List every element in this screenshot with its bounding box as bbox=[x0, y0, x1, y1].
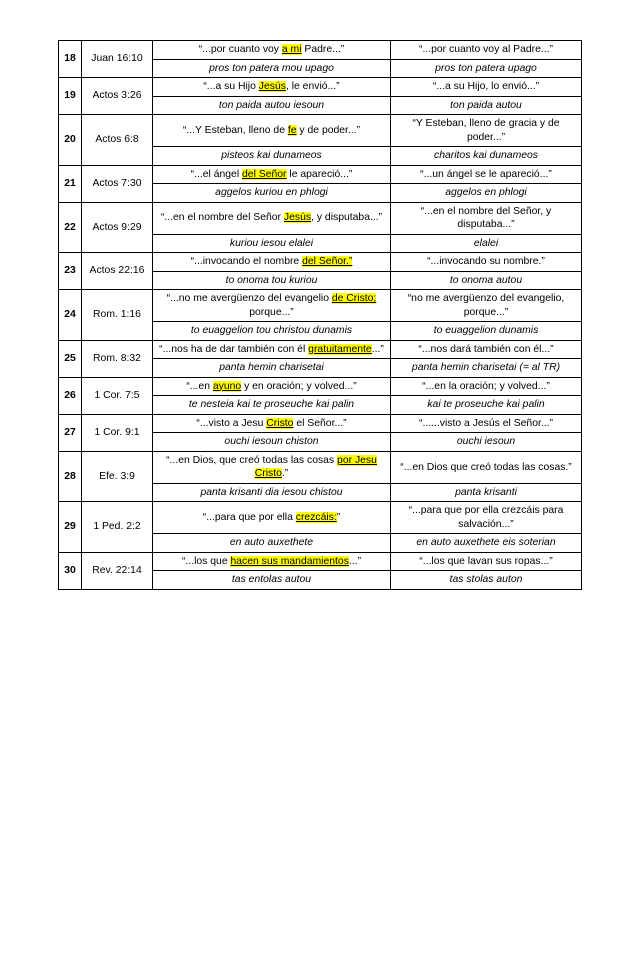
text-segment: “......visto a Jesús el Señor...” bbox=[419, 417, 553, 429]
spanish-text-alternate bbox=[391, 377, 582, 396]
spanish-text-highlighted bbox=[153, 41, 391, 60]
highlighted-text: Jesús bbox=[258, 81, 286, 93]
text-segment: “...visto a Jesu bbox=[196, 417, 267, 429]
highlighted-text: del Señor bbox=[242, 168, 287, 180]
highlighted-text: Jesús bbox=[283, 212, 312, 224]
table-row bbox=[59, 377, 582, 396]
table-row bbox=[59, 290, 582, 322]
text-segment: “...a su Hijo, lo envió...” bbox=[432, 81, 540, 93]
text-segment: “...nos ha de dar también con él bbox=[159, 343, 309, 355]
table-row bbox=[59, 253, 582, 272]
row-number: 24 bbox=[59, 290, 82, 341]
greek-text-critical: aggelos en phlogi bbox=[391, 184, 582, 203]
verse-reference: Actos 6:8 bbox=[82, 115, 153, 166]
highlighted-text: por Jesu Cristo bbox=[254, 454, 377, 480]
spanish-text-highlighted bbox=[153, 414, 391, 433]
greek-text-critical: panta hemin charisetai (= al TR) bbox=[391, 359, 582, 378]
greek-text-critical: to euaggelion dunamis bbox=[391, 322, 582, 341]
row-number: 26 bbox=[59, 377, 82, 414]
spanish-text-alternate bbox=[391, 290, 582, 322]
greek-text-critical: en auto auxethete eis soterian bbox=[391, 534, 582, 553]
text-segment: le apareció...” bbox=[286, 168, 353, 180]
text-segment: “Y Esteban, lleno de gracia y de poder...” bbox=[412, 118, 560, 143]
highlighted-text: gratuitamente bbox=[308, 343, 372, 355]
greek-text-received: pros ton patera mou upago bbox=[153, 59, 391, 78]
greek-text-critical: ouchi iesoun bbox=[391, 433, 582, 452]
text-segment: “...en la oración; y volved...” bbox=[422, 380, 550, 392]
text-segment: “...en el nombre del Señor, y disputaba...” bbox=[420, 205, 552, 231]
spanish-text-highlighted bbox=[153, 377, 391, 396]
spanish-text-highlighted bbox=[153, 502, 391, 534]
text-segment: “...por cuanto voy bbox=[198, 44, 282, 55]
highlighted-text: del Señor.” bbox=[302, 256, 353, 268]
verse-reference: Actos 9:29 bbox=[82, 202, 153, 253]
highlighted-text: fe bbox=[287, 124, 297, 136]
table-row bbox=[59, 414, 582, 433]
spanish-text-highlighted bbox=[153, 290, 391, 322]
greek-text-received: tas entolas autou bbox=[153, 571, 391, 590]
spanish-text-highlighted bbox=[153, 202, 391, 234]
spanish-text-highlighted bbox=[153, 552, 391, 571]
text-segment: “...Y Esteban, lleno de bbox=[182, 124, 288, 136]
row-number: 28 bbox=[59, 451, 82, 502]
row-number: 21 bbox=[59, 165, 82, 202]
text-segment: “...invocando su nombre.” bbox=[427, 256, 545, 268]
text-segment: “...para que por ella bbox=[202, 512, 296, 524]
text-segment: “...un ángel se le apareció...” bbox=[420, 168, 552, 180]
spanish-text-alternate bbox=[391, 253, 582, 272]
greek-text-received: te nesteia kai te proseuche kai palin bbox=[153, 396, 391, 415]
table-row bbox=[59, 165, 582, 184]
row-number: 29 bbox=[59, 502, 82, 553]
text-segment: , le envió...” bbox=[285, 81, 340, 93]
highlighted-text: de Cristo; bbox=[331, 293, 377, 305]
greek-text-received: to euaggelion tou christou dunamis bbox=[153, 322, 391, 341]
table-row bbox=[59, 552, 582, 571]
spanish-text-highlighted bbox=[153, 340, 391, 359]
text-segment: “...no me avergüenzo del evangelio bbox=[166, 293, 332, 305]
spanish-text-highlighted bbox=[153, 165, 391, 184]
verse-reference: Actos 7:30 bbox=[82, 165, 153, 202]
greek-text-received: en auto auxethete bbox=[153, 534, 391, 553]
verse-reference: Actos 3:26 bbox=[82, 78, 153, 115]
greek-text-critical: ton paida autou bbox=[391, 96, 582, 115]
greek-text-received: pisteos kai dunameos bbox=[153, 147, 391, 166]
table-row bbox=[59, 202, 582, 234]
verse-reference: 1 Cor. 9:1 bbox=[82, 414, 153, 451]
text-segment: ...” bbox=[348, 555, 362, 567]
row-number: 18 bbox=[59, 41, 82, 78]
text-segment: “...los que bbox=[181, 555, 231, 567]
text-segment: .” bbox=[281, 468, 289, 480]
comparison-table bbox=[58, 40, 582, 590]
spanish-text-highlighted bbox=[153, 253, 391, 272]
spanish-text-highlighted bbox=[153, 78, 391, 97]
highlighted-text: a mi bbox=[281, 44, 302, 55]
table-row bbox=[59, 78, 582, 97]
text-segment: “...invocando el nombre bbox=[190, 256, 303, 268]
row-number: 23 bbox=[59, 253, 82, 290]
greek-text-critical: elalei bbox=[391, 234, 582, 253]
highlighted-text: hacen sus mandamientos bbox=[230, 555, 349, 567]
greek-text-received: ton paida autou iesoun bbox=[153, 96, 391, 115]
greek-text-received: to onoma tou kuriou bbox=[153, 271, 391, 290]
text-segment: y en oración; y volved...” bbox=[241, 380, 357, 392]
greek-text-critical: panta krisanti bbox=[391, 483, 582, 502]
verse-reference: Actos 22:16 bbox=[82, 253, 153, 290]
table-row bbox=[59, 502, 582, 534]
text-segment: “...en el nombre del Señor bbox=[160, 212, 284, 224]
row-number: 30 bbox=[59, 552, 82, 589]
spanish-text-alternate bbox=[391, 451, 582, 483]
greek-text-received: kuriou iesou elalei bbox=[153, 234, 391, 253]
verse-reference: Rev. 22:14 bbox=[82, 552, 153, 589]
spanish-text-alternate bbox=[391, 165, 582, 184]
greek-text-critical: kai te proseuche kai palin bbox=[391, 396, 582, 415]
row-number: 19 bbox=[59, 78, 82, 115]
text-segment: “no me avergüenzo del evangelio, porque...” bbox=[407, 293, 565, 318]
row-number: 27 bbox=[59, 414, 82, 451]
text-segment: “...a su Hijo bbox=[203, 81, 259, 93]
text-segment: el Señor...” bbox=[293, 417, 347, 429]
text-segment: , y disputaba...” bbox=[311, 212, 383, 224]
table-row bbox=[59, 451, 582, 483]
greek-text-critical: charitos kai dunameos bbox=[391, 147, 582, 166]
spanish-text-alternate bbox=[391, 78, 582, 97]
highlighted-text: ayuno bbox=[212, 380, 242, 392]
greek-text-critical: pros ton patera upago bbox=[391, 59, 582, 78]
text-segment: y de poder...” bbox=[296, 124, 361, 136]
verse-reference: 1 Ped. 2:2 bbox=[82, 502, 153, 553]
greek-text-received: aggelos kuriou en phlogi bbox=[153, 184, 391, 203]
row-number: 25 bbox=[59, 340, 82, 377]
text-segment: “...en Dios que creó todas las cosas.” bbox=[400, 461, 572, 473]
verse-reference: 1 Cor. 7:5 bbox=[82, 377, 153, 414]
row-number: 20 bbox=[59, 115, 82, 166]
text-segment: “...los que lavan sus ropas...” bbox=[419, 555, 553, 567]
table-row bbox=[59, 115, 582, 147]
verse-reference: Rom. 1:16 bbox=[82, 290, 153, 341]
greek-text-critical: tas stolas auton bbox=[391, 571, 582, 590]
text-segment: ...” bbox=[371, 343, 384, 355]
highlighted-text: crezcáis: bbox=[295, 512, 337, 524]
spanish-text-highlighted bbox=[153, 115, 391, 147]
text-segment: “...el ángel bbox=[190, 168, 243, 180]
text-segment: “...para que por ella crezcáis para salvación...” bbox=[408, 505, 564, 530]
spanish-text-alternate bbox=[391, 552, 582, 571]
greek-text-received: panta krisanti dia iesou chistou bbox=[153, 483, 391, 502]
text-segment: porque...” bbox=[249, 306, 294, 318]
greek-text-received: ouchi iesoun chiston bbox=[153, 433, 391, 452]
table-row bbox=[59, 340, 582, 359]
text-segment: “...por cuanto voy al Padre...” bbox=[419, 44, 553, 55]
text-segment: ” bbox=[336, 512, 341, 524]
spanish-text-alternate bbox=[391, 414, 582, 433]
spanish-text-alternate bbox=[391, 202, 582, 234]
spanish-text-highlighted bbox=[153, 451, 391, 483]
verse-reference: Rom. 8:32 bbox=[82, 340, 153, 377]
text-segment: “...en Dios, que creó todas las cosas bbox=[166, 454, 338, 466]
row-number: 22 bbox=[59, 202, 82, 253]
spanish-text-alternate bbox=[391, 502, 582, 534]
text-segment: “...nos dará también con él...” bbox=[418, 343, 554, 355]
text-segment: “...en bbox=[186, 380, 213, 392]
text-segment: Padre...” bbox=[301, 44, 345, 55]
highlighted-text: Cristo bbox=[266, 417, 294, 429]
greek-text-received: panta hemin charisetai bbox=[153, 359, 391, 378]
spanish-text-alternate bbox=[391, 115, 582, 147]
spanish-text-alternate bbox=[391, 41, 582, 60]
spanish-text-alternate bbox=[391, 340, 582, 359]
table-row bbox=[59, 41, 582, 60]
verse-reference: Efe. 3:9 bbox=[82, 451, 153, 502]
comparison-table-body bbox=[59, 41, 582, 590]
verse-reference: Juan 16:10 bbox=[82, 41, 153, 78]
greek-text-critical: to onoma autou bbox=[391, 271, 582, 290]
